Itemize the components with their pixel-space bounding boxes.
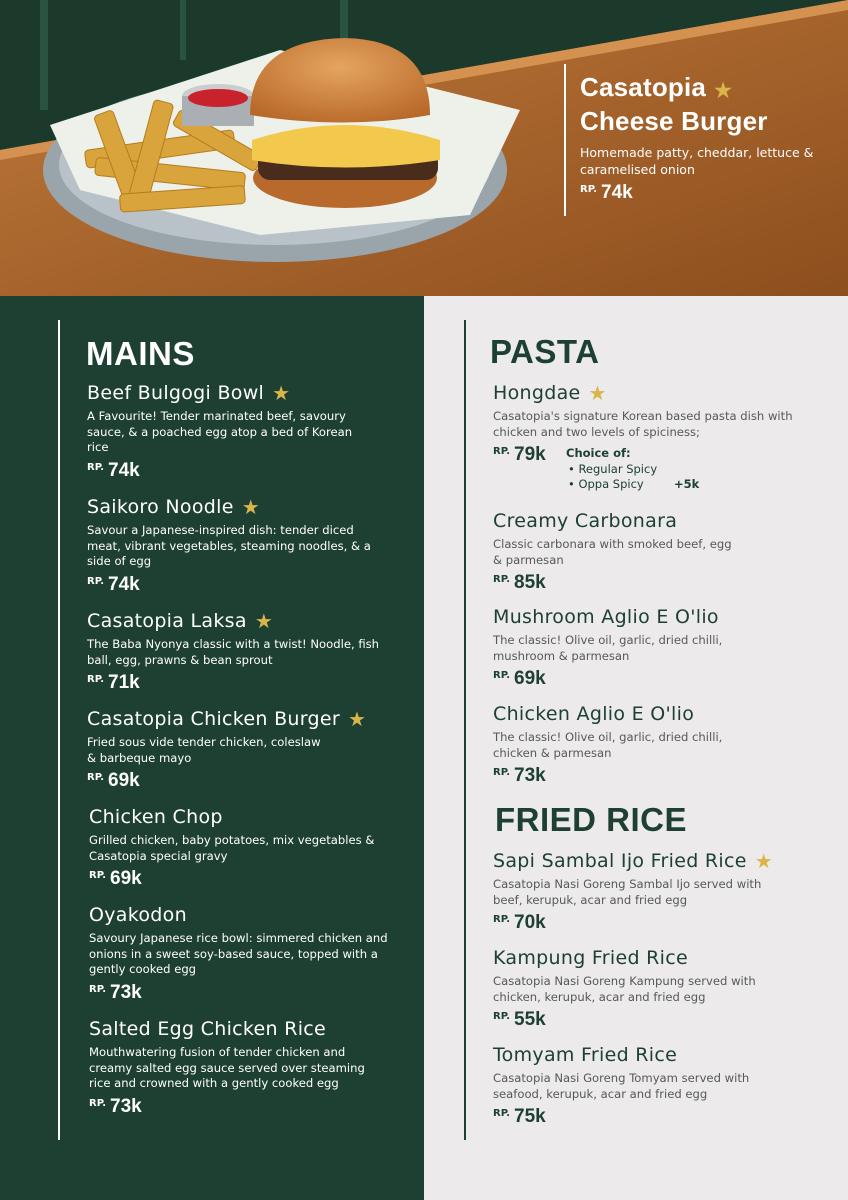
item-price: $^{RP.}$ 73k — [89, 1095, 142, 1117]
star-icon: ★ — [241, 495, 260, 519]
item-price: $^{RP.}$ 79k — [493, 444, 546, 465]
featured-item — [580, 72, 840, 204]
item-price: $^{RP.}$ 69k — [89, 868, 142, 889]
item-name: Casatopia Laksa ★ — [87, 609, 274, 633]
item-description: Classic carbonara with smoked beef, egg & parmesan — [493, 537, 732, 567]
item-price: $^{RP.}$ 55k — [493, 1009, 546, 1030]
menu-item — [493, 382, 823, 466]
item-name: Mushroom Aglio E O'lio — [493, 606, 719, 628]
star-icon: ★ — [754, 849, 773, 873]
item-name: Salted Egg Chicken Rice — [89, 1018, 327, 1040]
item-name: Saikoro Noodle ★ — [87, 495, 260, 519]
item-description: A Favourite! Tender marinated beef, savoury sauce, & a poached egg atop a bed of Korean rice — [87, 409, 353, 454]
item-name: Sapi Sambal Ijo Fried Rice ★ — [493, 849, 773, 873]
item-name: Tomyam Fried Rice — [493, 1044, 678, 1066]
menu-item — [493, 1044, 823, 1128]
hero-banner — [0, 0, 848, 296]
item-price: $^{RP.}$ 69k — [493, 668, 546, 689]
star-icon: ★ — [254, 609, 274, 633]
item-description: Savour a Japanese-inspired dish: tender diced meat, vibrant vegetables, steaming noodles, & a side of egg — [87, 523, 371, 568]
menu-item — [89, 1018, 419, 1118]
menu-item — [89, 904, 419, 1004]
item-price: $^{RP.}$ 70k — [493, 912, 546, 933]
item-name: Beef Bulgogi Bowl ★ — [87, 381, 291, 405]
item-name: Casatopia Chicken Burger ★ — [87, 707, 367, 731]
item-price: $^{RP.}$ 75k — [493, 1106, 546, 1127]
item-description: The Baba Nyonya classic with a twist! Noodle, fish ball, egg, prawns & bean sprout — [87, 637, 380, 667]
star-icon: ★ — [588, 381, 607, 405]
price-value: 74k — [601, 182, 633, 203]
item-name: Chicken Chop — [89, 806, 223, 828]
choice-heading: Choice of: — [566, 446, 631, 460]
item-price: $^{RP.}$ 74k — [87, 573, 140, 595]
item-description: The classic! Olive oil, garlic, dried chilli, chicken & parmesan — [493, 730, 723, 760]
item-price: $^{RP.}$ 71k — [87, 672, 140, 693]
item-name: Hongdae ★ — [493, 381, 607, 405]
item-name: Chicken Aglio E O'lio — [493, 703, 695, 725]
menu-item — [493, 850, 823, 934]
column-divider — [464, 320, 466, 1140]
menu-item — [493, 510, 823, 594]
star-icon: ★ — [348, 707, 367, 731]
item-description: Casatopia Nasi Goreng Tomyam served with seafood, kerupuk, acar and fried egg — [493, 1071, 750, 1101]
star-icon: ★ — [272, 381, 291, 405]
section-title-mains: MAINS — [86, 335, 195, 372]
pasta-rice-panel — [424, 296, 848, 1200]
section-title-fried-rice: FRIED RICE — [495, 801, 688, 838]
menu-item — [493, 606, 823, 690]
item-name: Oyakodon — [89, 904, 187, 926]
item-price: $^{RP.}$ 73k — [89, 981, 142, 1003]
menu-item — [87, 610, 417, 694]
featured-title: Casatopia ★ Cheese Burger — [580, 72, 768, 136]
menu-item — [89, 806, 419, 890]
item-price: $^{RP.}$ 85k — [493, 572, 546, 593]
item-price: $^{RP.}$ 74k — [87, 459, 140, 481]
spice-choice — [566, 446, 700, 493]
item-description: Casatopia Nasi Goreng Sambal Ijo served with beef, kerupuk, acar and fried egg — [493, 877, 762, 907]
featured-description: Homemade patty, cheddar, lettuce & caramelised onion — [580, 145, 814, 177]
featured-price — [580, 182, 840, 204]
item-name: Kampung Fried Rice — [493, 947, 688, 969]
item-name: Creamy Carbonara — [493, 510, 678, 532]
section-title-pasta: PASTA — [490, 333, 600, 370]
item-price: $^{RP.}$ 73k — [493, 765, 546, 786]
item-description: Mouthwatering fusion of tender chicken and creamy salted egg sauce served over steaming rice and crowned with a gently cooked egg — [89, 1045, 365, 1090]
menu-item — [87, 496, 417, 596]
menu-item — [87, 382, 417, 482]
menu-item — [493, 703, 823, 787]
star-icon: ★ — [714, 80, 733, 102]
item-description: Grilled chicken, baby potatoes, mix vegetables & Casatopia special gravy — [89, 833, 375, 863]
mains-panel — [0, 296, 424, 1200]
item-description: Casatopia's signature Korean based pasta dish with chicken and two levels of spiciness; — [493, 409, 793, 439]
menu-item — [493, 947, 823, 1031]
item-description: Fried sous vide tender chicken, coleslaw & barbeque mayo — [87, 735, 321, 765]
item-description: The classic! Olive oil, garlic, dried chilli, mushroom & parmesan — [493, 633, 723, 663]
choice-option-oppa: • Oppa Spicy +5k — [568, 477, 700, 491]
item-description: Savoury Japanese rice bowl: simmered chicken and onions in a sweet soy-based sauce, topped with a gently cooked egg — [89, 931, 388, 976]
currency-label: RP. — [580, 184, 597, 195]
item-description: Casatopia Nasi Goreng Kampung served with chicken, kerupuk, acar and fried egg — [493, 974, 756, 1004]
hero-divider — [564, 64, 566, 216]
item-price: $^{RP.}$ 69k — [87, 770, 140, 791]
menu-item — [87, 708, 417, 792]
choice-option-regular: • Regular Spicy — [568, 461, 658, 476]
choice-surcharge: +5k — [674, 477, 700, 491]
column-divider — [58, 320, 60, 1140]
